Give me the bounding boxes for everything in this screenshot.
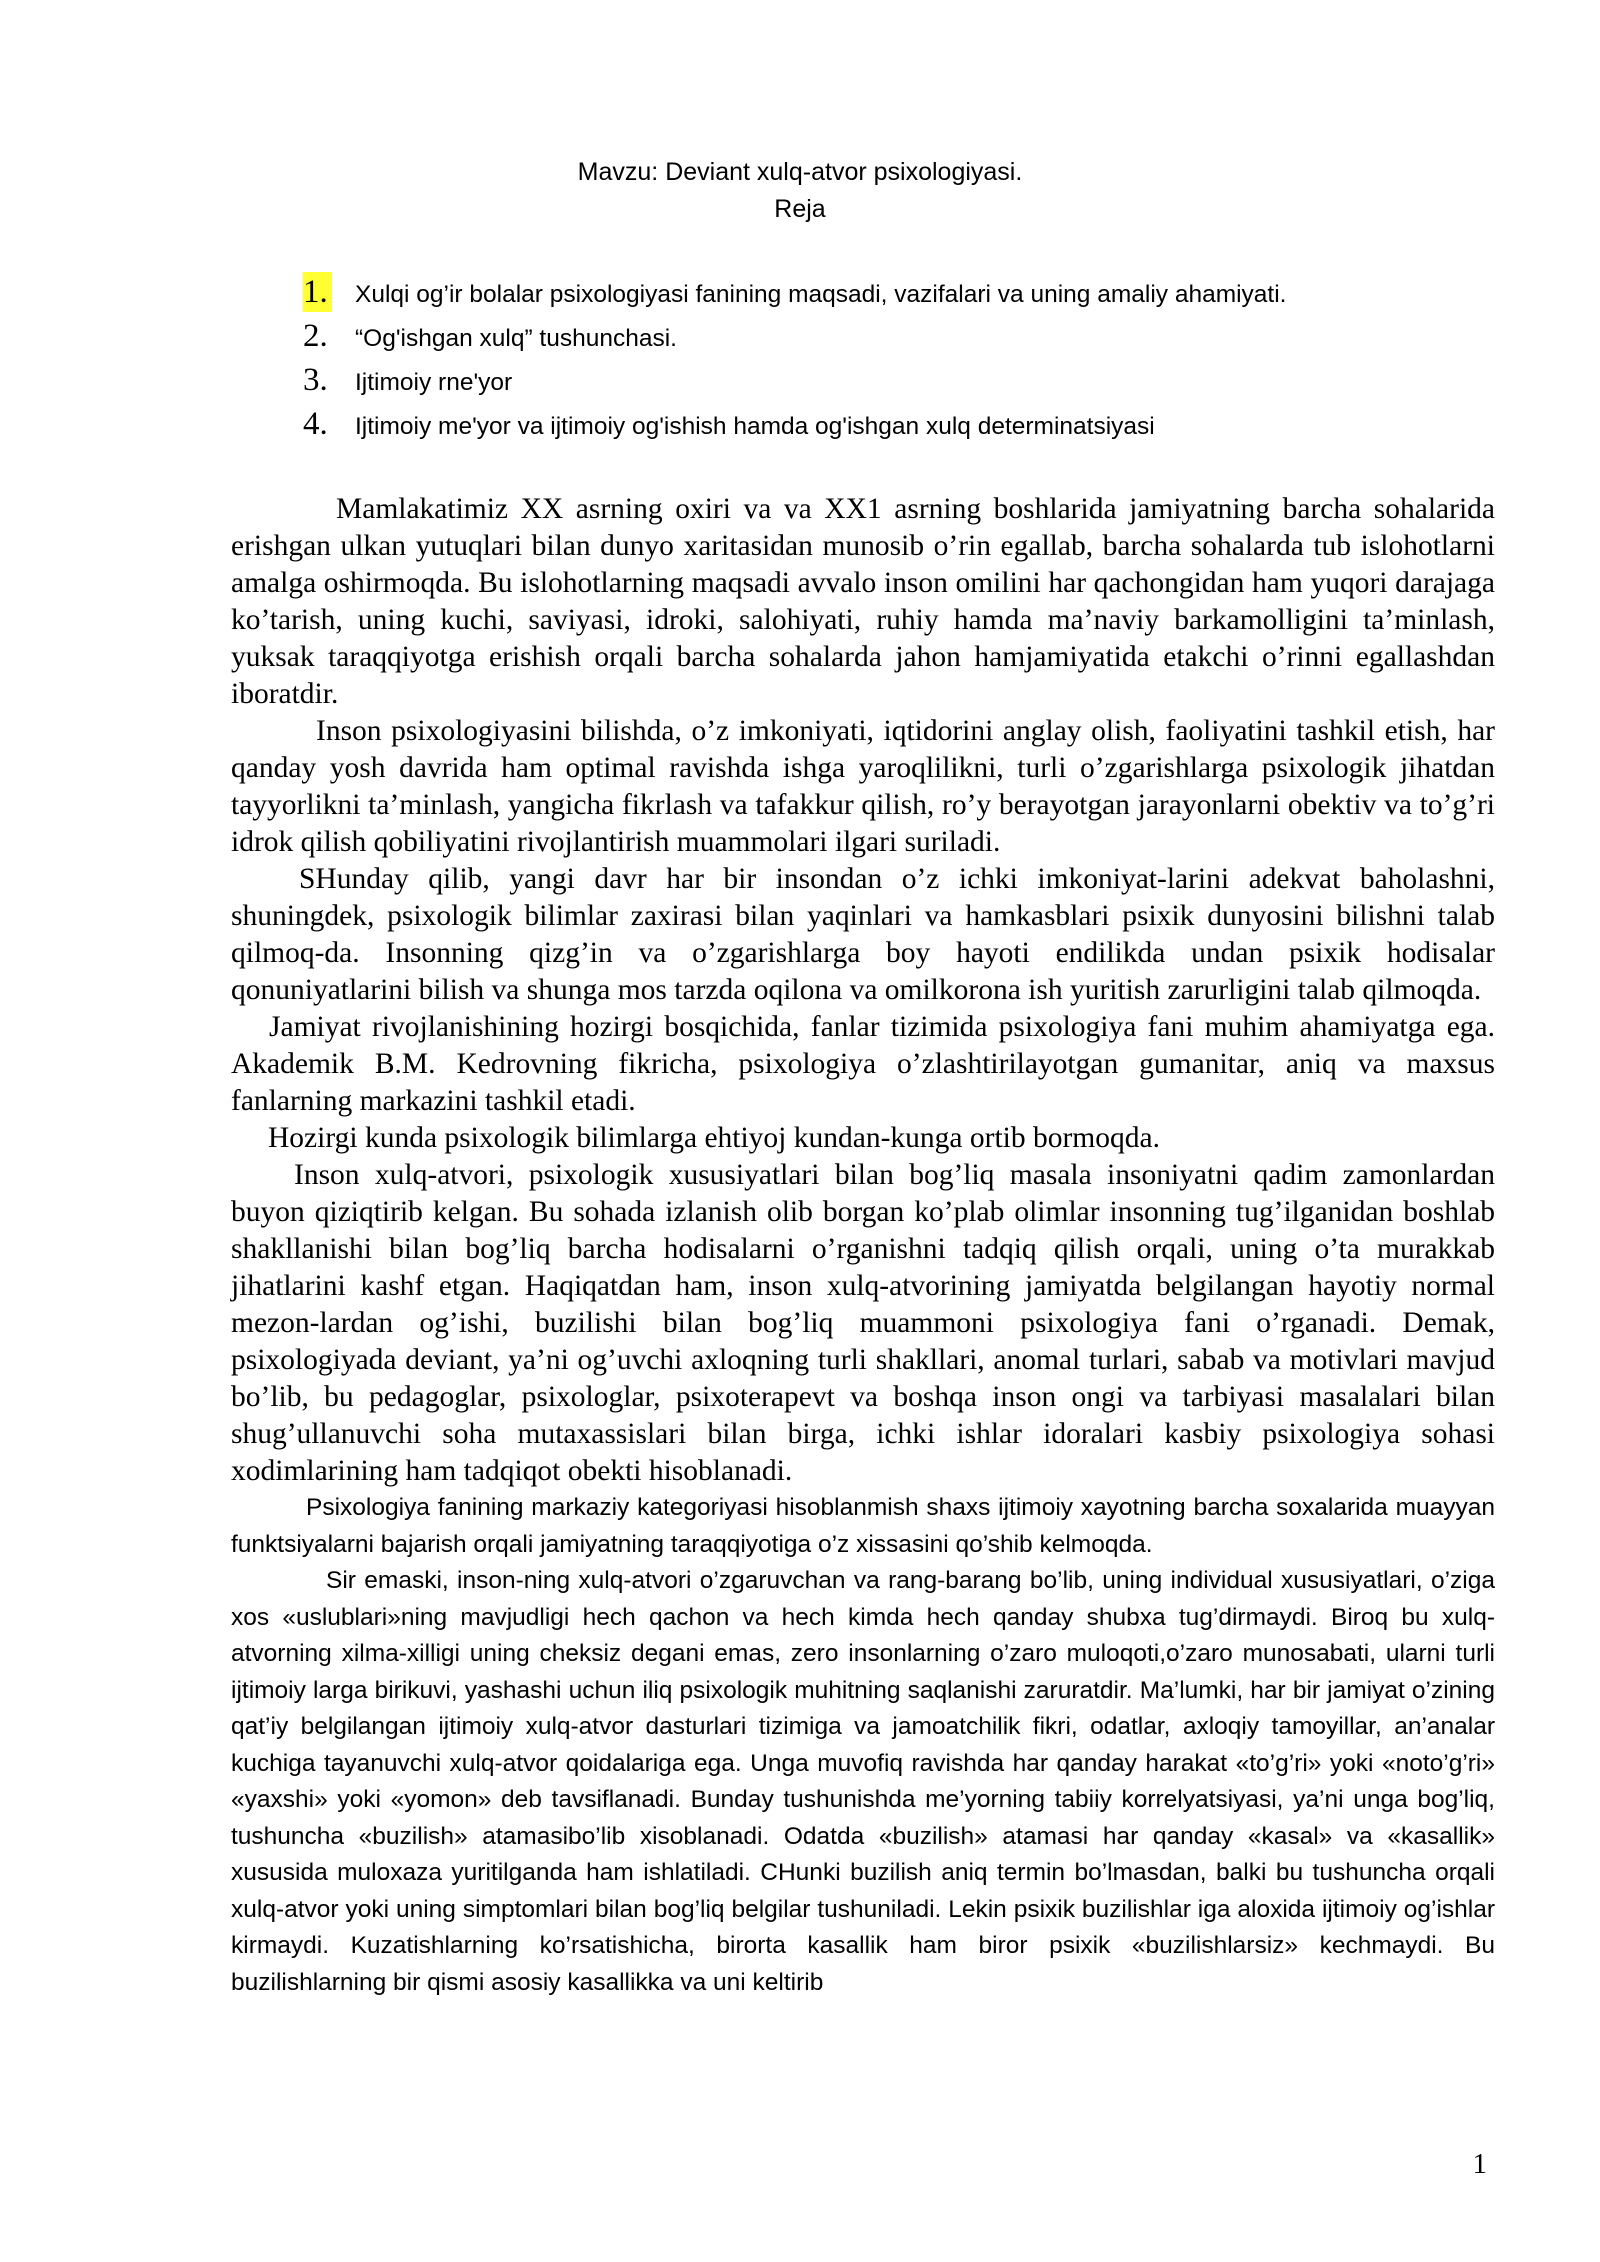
plan-item-number: 4. [303,406,328,442]
body-paragraph: Hozirgi kunda psixologik bilimlarga ehtiyoj kundan-kunga ortib bormoqda. [268,1122,1160,1154]
plan-item-text: Xulqi og’ir bolalar psixologiyasi fanining maqsadi, vazifalari va uning amaliy ahamiyati. [355,281,1287,308]
body-paragraph: Inson xulq-atvori, psixologik xususiyatlari bilan bog’liq masala insoniyatni qadim zamonlardan buyon qiziqtirib kelgan. Bu sohada izlanish olib borgan ko’plab olimlar insonning tug’ilganidan boshlab shakllanishi bilan bog’liq barcha hodisalarni o’rganishni tadqiq qilish orqali, uning o’ta murakkab jihatlarini kashf etgan. Haqiqatdan ham, inson xulq-atvorining jamiyatda belgilangan hayotiy normal mezon-lardan og’ishi, buzilishi bilan bog’liq muammoni psixologiya fani o’rganadi. Demak, psixologiyada deviant, ya’ni og’uvchi axloqning turli shakllari, anomal turlari, sabab va motivlari mavjud bo’lib, bu pedagoglar, psixologlar, psixoterapevt va boshqa inson ongi va tarbiyasi masalalari bilan shug’ullanuvchi soha mutaxassislari bilan birga, ichki ishlar idoralari kasbiy psixologiya sohasi xodimlarining ham tadqiqot obekti hisoblanadi. [231,1159,1495,1487]
plan-item [303,404,1453,448]
plan-item-text: “Og'ishgan xulq” tushunchasi. [355,325,677,352]
body-paragraph: Psixologiya fanining markaziy kategoriyasi hisoblanmish shaxs ijtimoiy xayotning barcha soxalarida muayyan funktsiyalarni bajarish orqali jamiyatning taraqqiyotiga o’z xissasini qo’shib kelmoqda. [231,1494,1495,1558]
plan-heading: Reja [774,195,826,223]
plan-item-text: Ijtimoiy rne'yor [355,369,513,396]
plan-item [303,316,1453,360]
body-paragraph: Mamlakatimiz XX asrning oxiri va va XX1 asrning boshlarida jamiyatning barcha sohalarida erishgan ulkan yutuqlari bilan dunyo xaritasidan munosib o’rin egallab, barcha sohalarda tub islohotlarni amalga oshirmoqda. Bu islohotlarning maqsadi avvalo inson omilini har qachongidan ham yuqori darajaga ko’tarish, uning kuchi, saviyasi, idroki, salohiyati, ruhiy hamda ma’naviy barkamolligini ta’minlash, yuksak taraqqiyotga erishish orqali barcha sohalarda jahon hamjamiyatida etakchi o’rinni egallashdan iboratdir. [231,493,1495,710]
plan-list [303,272,1453,448]
body-paragraph: SHunday qilib, yangi davr har bir insondan o’z ichki imkoniyat-larini adekvat baholashni, shuningdek, psixologik bilimlar zaxirasi bilan yaqinlari va hamkasblari psixik dunyosini bilishni talab qilmoq-da. Insonning qizg’in va o’zgarishlarga boy hayoti endilikda undan psixik hodisalar qonuniyatlarini bilish va shunga mos tarzda oqilona va omilkorona ish yuritish zarurligini talab qilmoqda. [231,863,1495,1006]
document-title: Mavzu: Deviant xulq-atvor psixologiyasi. [577,158,1023,186]
plan-item [303,272,1453,316]
plan-item-text: Ijtimoiy me'yor va ijtimoiy og'ishish hamda og'ishgan xulq determinatsiyasi [355,413,1155,440]
plan-item-number: 2. [303,318,328,354]
body-paragraph: Sir emaski, inson-ning xulq-atvori o’zgaruvchan va rang-barang bo’lib, uning individual xususiyatlari, o’ziga xos «uslublari»ning mavjudligi hech qachon va hech kimda hech qanday shubxa tug’dirmaydi. Biroq bu xulq-atvorning xilma-xilligi uning cheksiz degani emas, zero insonlarning o’zaro muloqoti,o’zaro munosabati, ularni turli ijtimoiy larga birikuvi, yashashi uchun iliq psixologik muhitning saqlanishi zaruratdir. Ma’lumki, har bir jamiyat o’zining qat’iy belgilangan ijtimoiy xulq-atvor dasturlari tizimiga va jamoatchilik fikri, odatlar, axloqiy tamoyillar, an’analar kuchiga tayanuvchi xulq-atvor qoidalariga ega. Unga muvofiq ravishda har qanday harakat «to’g’ri» yoki «noto’g’ri» «yaxshi» yoki «yomon» deb tavsiflanadi. Bunday tushunishda me’yorning tabiiy korrelyatsiyasi, ya’ni unga bog’liq, tushuncha «buzilish» atamasibo’lib xisoblanadi. Odatda «buzilish» atamasi har qanday «kasal» va «kasallik» xususida muloxaza yuritilganda ham ishlatiladi. CHunki buzilish aniq termin bo’lmasdan, balki bu tushuncha orqali xulq-atvor yoki uning simptomlari bilan bog’liq belgilar tushuniladi. Lekin psixik buzilishlar iga aloxida ijtimoiy og’ishlar kirmaydi. Kuzatishlarning ko’rsatishicha, birorta kasallik ham biror psixik «buzilishlarsiz» kechmaydi. Bu buzilishlarning bir qismi asosiy kasallikka va uni keltirib [231,1567,1495,1996]
plan-item [303,360,1453,404]
document-body [231,491,1495,2001]
body-paragraph: Jamiyat rivojlanishining hozirgi bosqichida, fanlar tizimida psixologiya fani muhim ahamiyatga ega. Akademik B.M. Kedrovning fikricha, psixologiya o’zlashtirilayotgan gumanitar, aniq va maxsus fanlarning markazini tashkil etadi. [231,1011,1495,1117]
body-paragraph: Inson psixologiyasini bilishda, o’z imkoniyati, iqtidorini anglay olish, faoliyatini tashkil etish, har qanday yosh davrida ham optimal ravishda ishga yaroqlilikni, turli o’zgarishlarga psixologik jihatdan tayyorlikni ta’minlash, yangicha fikrlash va tafakkur qilish, ro’y berayotgan jarayonlarni obektiv va to’g’ri idrok qilish qobiliyatini rivojlantirish muammolari ilgari suriladi. [231,715,1495,858]
plan-item-number: 1. [303,272,332,312]
plan-item-number: 3. [303,362,328,398]
page-number: 1 [1472,2148,1487,2180]
